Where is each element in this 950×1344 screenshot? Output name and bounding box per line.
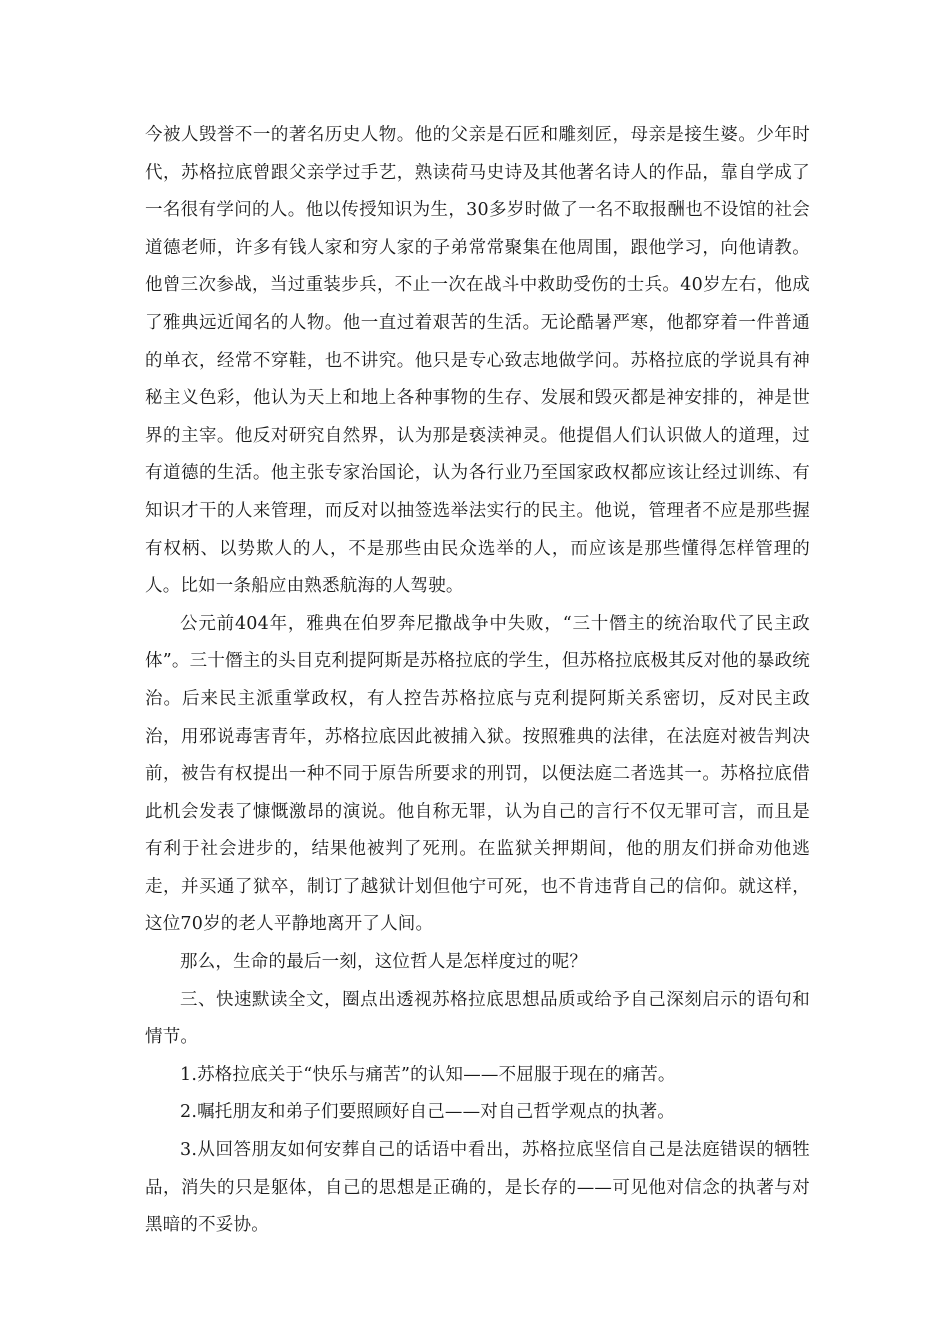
paragraph-reading-task: 三、快速默读全文，圈点出透视苏格拉底思想品质或给予自己深刻启示的语句和情节。 (145, 989, 810, 1048)
document-body (145, 117, 810, 1245)
paragraph-trial-and-death: 公元前404年，雅典在伯罗奔尼撒战争中失败，“三十僭主的统治取代了民主政体”。三十僭主的头目克利提阿斯是苏格拉底的学生，但苏格拉底极其反对他的暴政统治。后来民主派重掌政权，有人控告苏格拉底与克利提阿斯关系密切，反对民主政治，用邪说毒害青年，苏格拉底因此被捕入狱。按照雅典的法律，在法庭对被告判决前，被告有权提出一种不同于原告所要求的刑罚，以便法庭二者选其一。苏格拉底借此机会发表了慷慨激昂的演说。他自称无罪，认为自己的言行不仅无罪可言，而且是有利于社会进步的，结果他被判了死刑。在监狱关押期间，他的朋友们拼命劝他逃走，并买通了狱卒，制订了越狱计划但他宁可死，也不肯违背自己的信仰。就这样，这位70岁的老人平静地离开了人间。 (145, 613, 810, 935)
paragraph-transition-question: 那么，生命的最后一刻，这位哲人是怎样度过的呢？ (180, 952, 588, 973)
paragraph-socrates-biography: 今被人毁誉不一的著名历史人物。他的父亲是石匠和雕刻匠，母亲是接生婆。少年时代，苏格拉底曾跟父亲学过手艺，熟读荷马史诗及其他著名诗人的作品，靠自学成了一名很有学问的人。他以传授知识为生，30多岁时做了一名不取报酬也不设馆的社会道德老师，许多有钱人家和穷人家的子弟常常聚集在他周围，跟他学习，向他请教。他曾三次参战，当过重装步兵，不止一次在战斗中救助受伤的士兵。40岁左右，他成了雅典远近闻名的人物。他一直过着艰苦的生活。无论酷暑严寒，他都穿着一件普通的单衣，经常不穿鞋，也不讲究。他只是专心致志地做学问。苏格拉底的学说具有神秘主义色彩，他认为天上和地上各种事物的生存、发展和毁灭都是神安排的，神是世界的主宰。他反对研究自然界，认为那是亵渎神灵。他提倡人们认识做人的道理，过有道德的生活。他主张专家治国论，认为各行业乃至国家政权都应该让经过训练、有知识才干的人来管理，而反对以抽签选举法实行的民主。他说，管理者不应是那些握有权柄、以势欺人的人，不是那些由民众选举的人，而应该是那些懂得怎样管理的人。比如一条船应由熟悉航海的人驾驶。 (145, 125, 810, 597)
list-item-1: 1.苏格拉底关于“快乐与痛苦”的认知——不屈服于现在的痛苦。 (180, 1064, 676, 1085)
list-item-3: 3.从回答朋友如何安葬自己的话语中看出，苏格拉底坚信自己是法庭错误的牺牲品，消失的只是躯体，自己的思想是正确的，是长存的——可见他对信念的执著与对黑暗的不妥协。 (145, 1140, 810, 1236)
list-item-2: 2.嘱托朋友和弟子们要照顾好自己——对自己哲学观点的执著。 (180, 1102, 675, 1123)
